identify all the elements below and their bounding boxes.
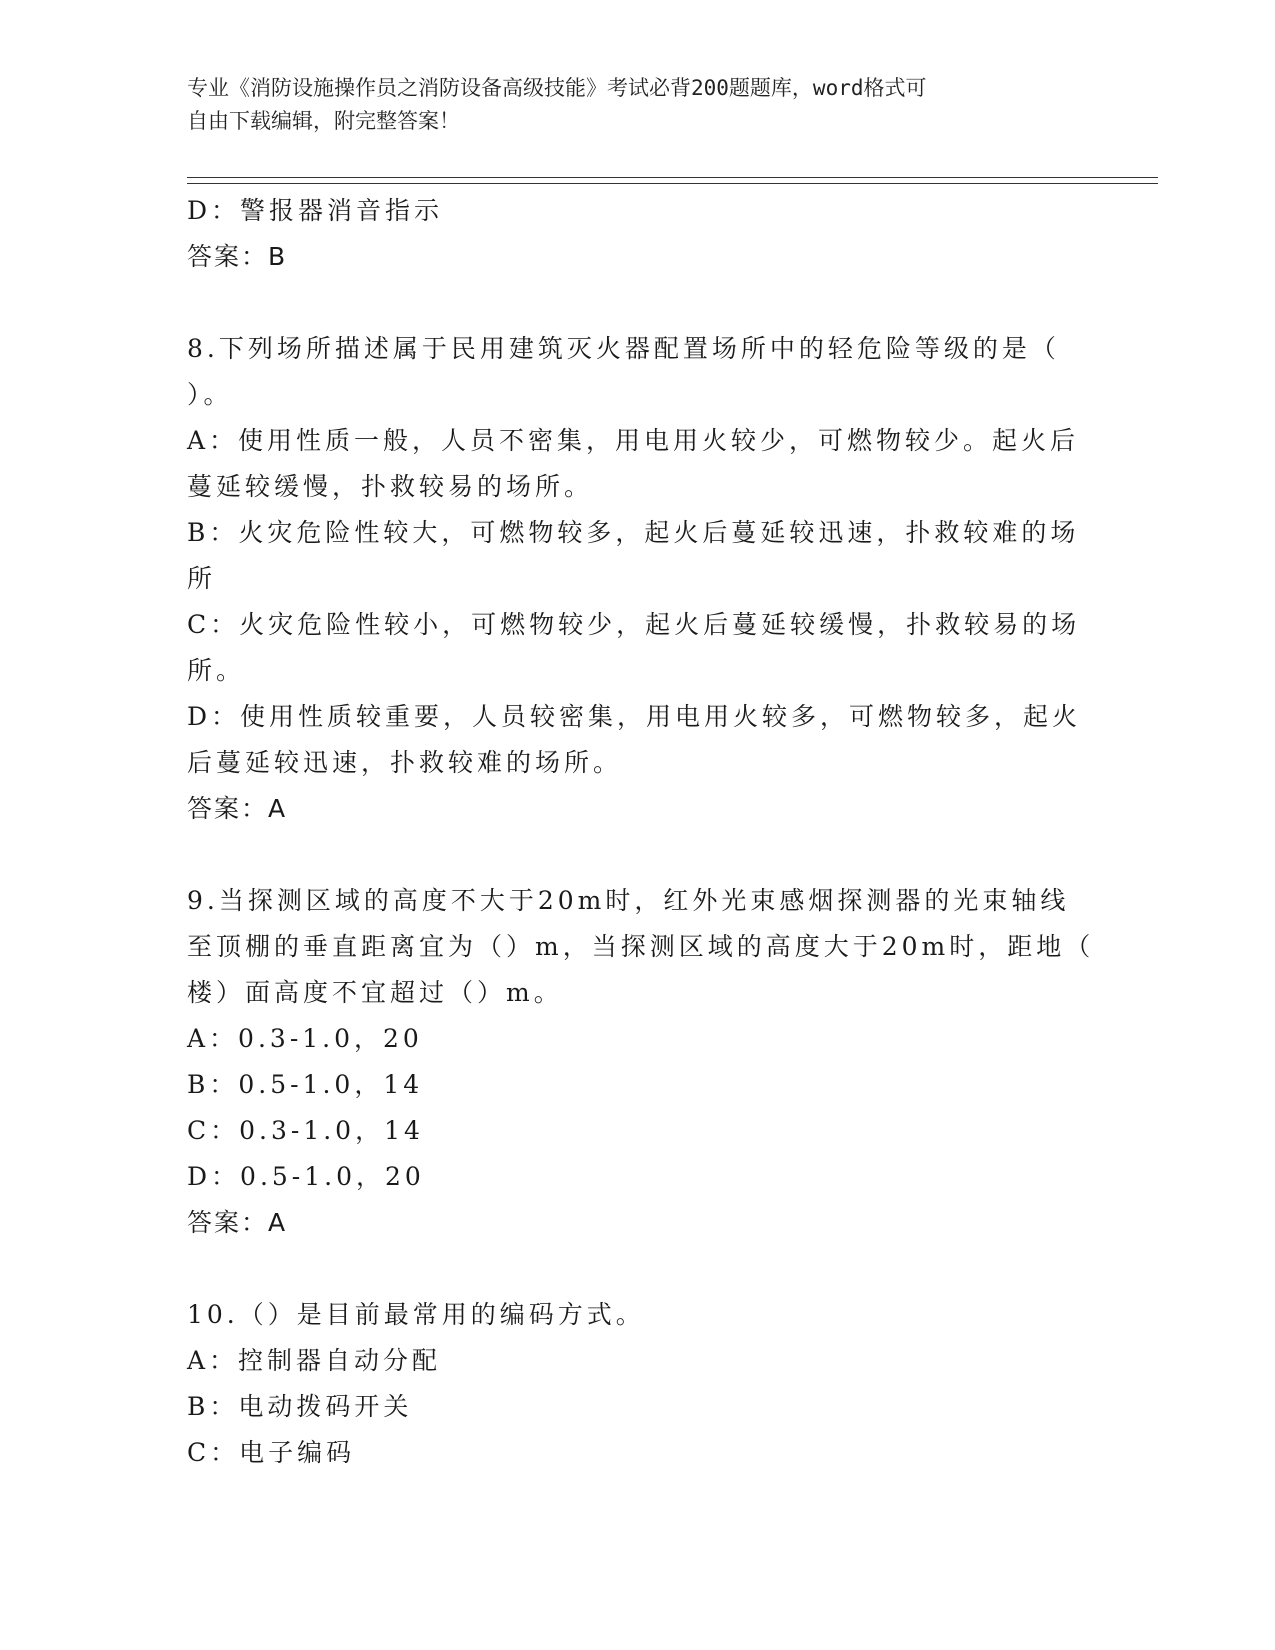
option-c-cont: 所。: [187, 656, 246, 685]
question-stem-cont: ）。: [187, 380, 233, 409]
option-a: A：0.3-1.0，20: [187, 1024, 423, 1053]
question-8: [187, 326, 1087, 832]
option-c: C：0.3-1.0，14: [187, 1116, 424, 1145]
question-stem-cont: 楼）面高度不宜超过（）m。: [187, 978, 563, 1007]
question-stem-cont: 至顶棚的垂直距离宜为（）m，当探测区域的高度大于20m时，距地（: [187, 932, 1095, 961]
option-b: B：火灾危险性较大，可燃物较多，起火后蔓延较迅速，扑救较难的场: [187, 518, 1080, 547]
document-body: [187, 188, 1095, 1476]
spacer: [187, 832, 1087, 878]
option-d: D：使用性质较重要，人员较密集，用电用火较多，可燃物较多，起火: [187, 702, 1082, 731]
option-d-cont: 后蔓延较迅速，扑救较难的场所。: [187, 748, 623, 777]
option-a: A：控制器自动分配: [187, 1346, 442, 1375]
option-a: A：使用性质一般，人员不密集，用电用火较少，可燃物较少。起火后: [187, 426, 1080, 455]
question-stem: 9.当探测区域的高度不大于20m时，红外光束感烟探测器的光束轴线: [187, 886, 1070, 915]
question-stem: 10.（）是目前最常用的编码方式。: [187, 1300, 645, 1329]
question-stem: 8.下列场所描述属于民用建筑灭火器配置场所中的轻危险等级的是（: [187, 334, 1060, 363]
question-10: [187, 1292, 1087, 1476]
header-divider-bottom: [187, 183, 1158, 184]
question-9: [187, 878, 1095, 1246]
answer-line: 答案：B: [187, 242, 288, 271]
option-d: D：警报器消音指示: [187, 196, 444, 225]
spacer: [187, 1246, 1087, 1292]
option-b: B：0.5-1.0，14: [187, 1070, 424, 1099]
document-header: [187, 72, 1087, 138]
spacer: [187, 280, 1087, 326]
header-line-2: 自由下载编辑，附完整答案！: [187, 109, 460, 133]
header-divider-top: [187, 177, 1158, 178]
option-b: B：电动拨码开关: [187, 1392, 413, 1421]
answer-line: 答案：A: [187, 1208, 288, 1237]
option-c: C：火灾危险性较小，可燃物较少，起火后蔓延较缓慢，扑救较易的场: [187, 610, 1081, 639]
header-line-1: 专业《消防设施操作员之消防设备高级技能》考试必背200题题库，word格式可: [187, 76, 927, 100]
answer-line: 答案：A: [187, 794, 288, 823]
question-7-tail: [187, 188, 1087, 280]
option-b-cont: 所: [187, 564, 217, 593]
option-a-cont: 蔓延较缓慢，扑救较易的场所。: [187, 472, 594, 501]
option-d: D：0.5-1.0，20: [187, 1162, 425, 1191]
option-c: C：电子编码: [187, 1438, 356, 1467]
